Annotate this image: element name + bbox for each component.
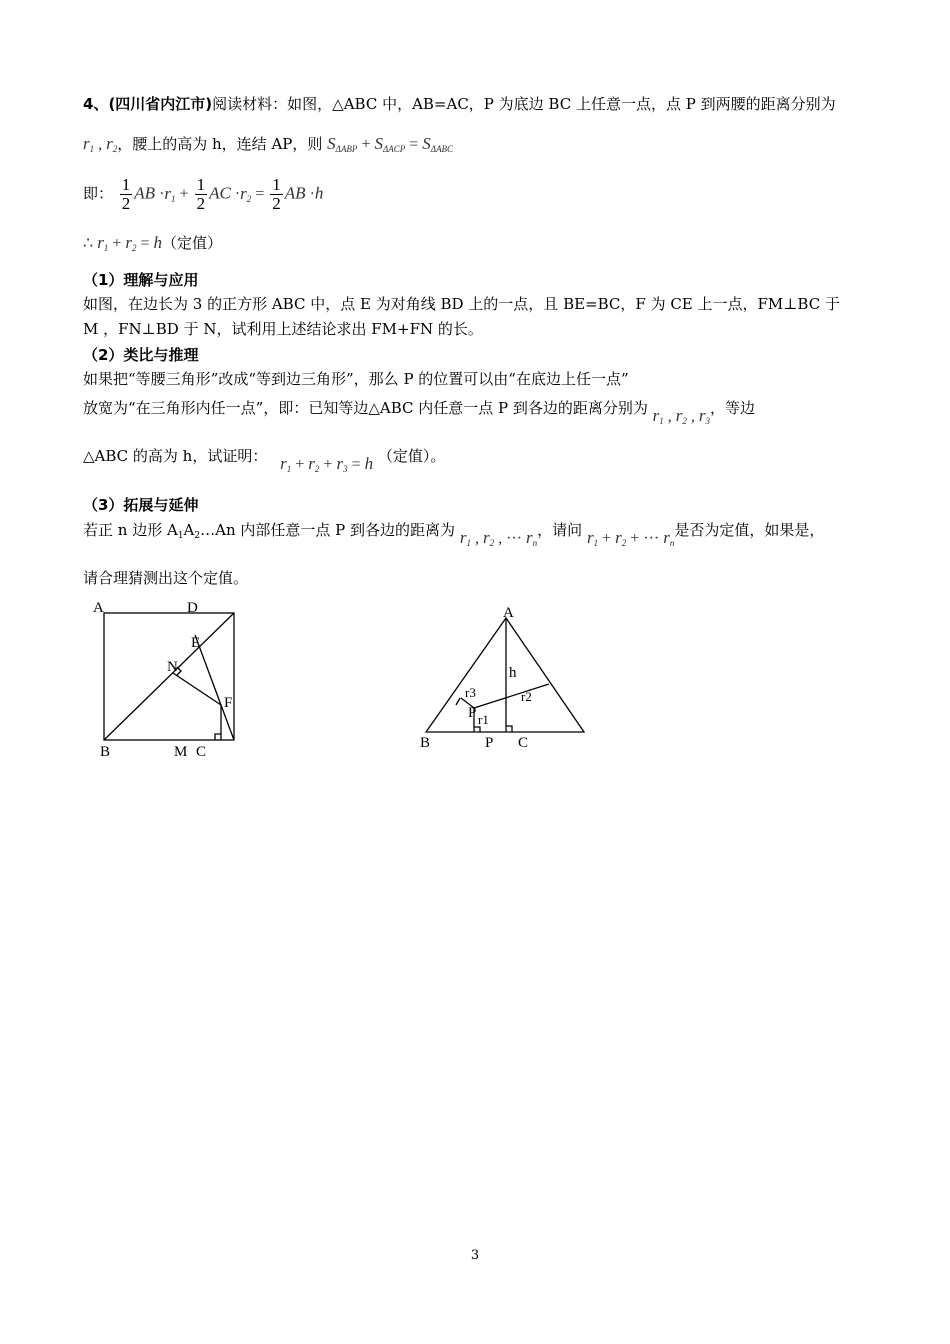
label-f: F (224, 695, 233, 711)
label-a: A (503, 605, 514, 621)
label-r3: r3 (465, 685, 476, 700)
triangle-outline (426, 618, 584, 732)
problem-line2-text: ，腰上的高为 h，连结 AP，则 (117, 135, 323, 153)
page-number: 3 (470, 1248, 480, 1263)
right-angle-foot (506, 726, 512, 732)
label-e: E (191, 635, 201, 651)
part1-text1: 如图，在边长为 3 的正方形 ABC 中，点 E 为对角线 BD 上的一点，且 BE=BC，F 为 CE 上一点，FM⊥BC 于 (83, 295, 840, 313)
part2-text1: 如果把“等腰三角形”改成“等到边三角形”，那么 P 的位置可以由“在底边上任一点” (83, 370, 629, 388)
part3-text1-c: …An 内部任意一点 P 到各边的距离为 (200, 521, 456, 539)
problem-intro-line (83, 94, 836, 114)
label-p-base: P (485, 735, 494, 751)
part2-text2-end: ，等边 (710, 399, 756, 417)
part1-heading: （1）理解与应用 (83, 271, 199, 289)
part2-text2-line: 放宽为“在三角形内任一点”，即：已知等边△ABC 内任意一点 P 到各边的距离分别为 $r_1$ , $r_2$ , $r_3$，等边 (83, 399, 756, 426)
label-b: B (420, 735, 431, 751)
conclusion-suffix: （定值） (162, 234, 223, 252)
label-h: h (509, 665, 517, 681)
part2-text2: 放宽为“在三角形内任一点”，即：已知等边△ABC 内任意一点 P 到各边的距离分别为 (83, 399, 648, 417)
problem-intro: 阅读材料：如图，△ABC 中，AB=AC，P 为底边 BC 上任意一点，点 P 到两腰的距离分别为 (212, 95, 836, 113)
label-p-inner: P (468, 705, 477, 721)
label-b: B (100, 744, 111, 760)
segment-ce (195, 635, 234, 740)
part1-text2: M ，FN⊥BD 于 N，试利用上述结论求出 FM+FN 的长。 (83, 320, 483, 338)
problem-conclusion-line: ∴ $r_1 + r_2 = h$（定值） (83, 233, 223, 253)
label-c: C (196, 744, 207, 760)
problem-formula-line: 即： $\frac{1}{2}$ AB $\cdot r_1$ + $\frac{1}{2}$ AC $\cdot r_2$ = $\frac{1}{2}$ AB ·h (83, 175, 324, 213)
right-angle-m (215, 734, 221, 740)
label-a: A (93, 600, 104, 616)
part3-heading: （3）拓展与延伸 (83, 496, 199, 514)
problem-number: 4、 (83, 95, 109, 113)
right-angle-r3 (456, 698, 460, 705)
part3-text1-d: ，请问 (537, 521, 583, 539)
formula-prefix: 即： (83, 184, 114, 203)
part3-text1-a: 若正 n 边形 A (83, 521, 178, 539)
segment-fn (173, 673, 221, 705)
label-c: C (518, 735, 529, 751)
part2-text3: △ABC 的高为 h，试证明： (83, 447, 268, 465)
figure-triangle (415, 600, 600, 765)
part2-text3-line: △ABC 的高为 h，试证明： $r_1 + r_2 + r_3 = h$ （定值）。 (83, 447, 446, 474)
problem-line-2: $r_1$ , $r_2$，腰上的高为 h，连结 AP，则 $S_{\Delta ABP} + S_{\Delta ACP} = S_{\Delta ABC}$ (83, 134, 454, 154)
figure-square (85, 595, 255, 770)
part3-text2: 请合理猜测出这个定值。 (83, 569, 249, 587)
problem-source: (四川省内江市) (108, 95, 213, 113)
part3-text1-line: 若正 n 边形 $A_1A_2\dots An$ 内部任意一点 P 到各边的距离为 $r_1$ , $r_2$ , ··· $r_n$，请问 $r_1 + r_2$ + ··· $r_n$是否为定值，如果是， (83, 521, 825, 548)
part2-heading: （2）类比与推理 (83, 346, 199, 364)
part3-text1-b: A (183, 521, 195, 539)
label-m: M (174, 744, 188, 760)
label-r1: r1 (478, 712, 489, 727)
part3-text1-e: 是否为定值，如果是， (674, 521, 825, 539)
right-angle-p (474, 727, 480, 732)
label-r2: r2 (521, 689, 532, 704)
label-d: D (187, 600, 198, 616)
segment-r2 (474, 684, 549, 708)
diagonal-bd (104, 613, 234, 740)
label-n: N (167, 659, 178, 675)
part2-text3-end: （定值）。 (377, 447, 446, 465)
